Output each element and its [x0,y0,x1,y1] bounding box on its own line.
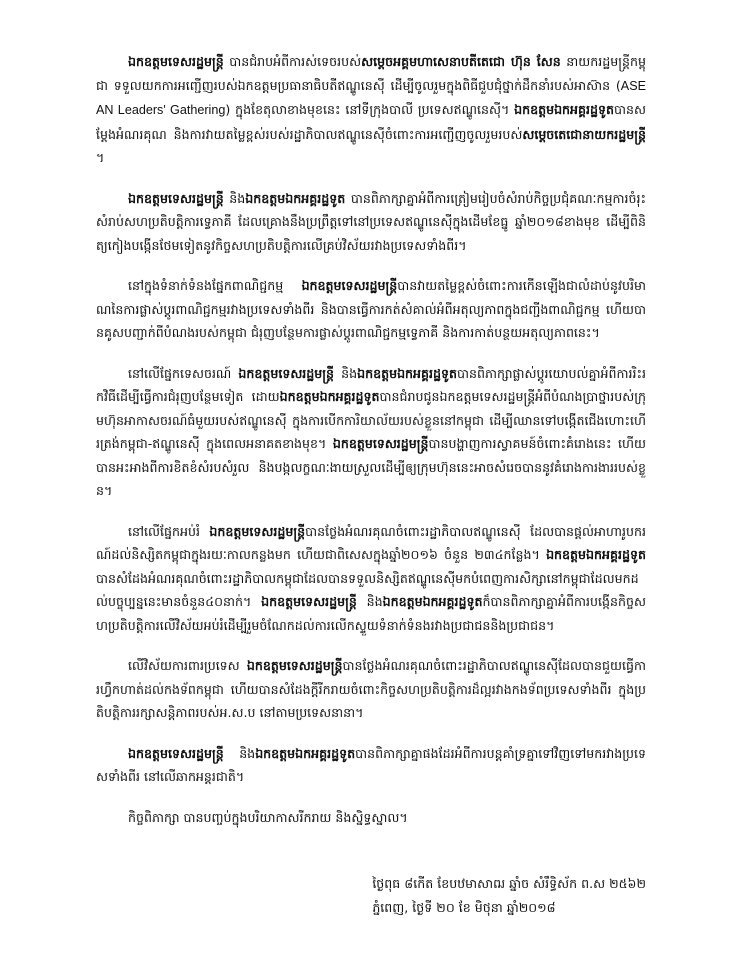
text-run: និង [356,594,383,609]
signature-block [372,872,646,919]
paragraph-leaders-gathering [96,50,646,170]
text-run: បានជំរាបអំពីការស់ទេចរបស់ [223,54,362,69]
bold-text-run: ឯកឧត្តមឯកអគ្គរដ្ឋទូត [279,389,380,404]
text-run: និង [223,745,256,761]
text-run: ASEAN Leaders' Gathering [96,78,646,117]
text-run: នាយករដ្ឋមន្ត្រីកម្ពុជា ទទួលយកការអញ្ជើញរបស់ឯកឧត្តមប្រធានាធិបតីឥណ្ឌូនេស៊ី ដើម្បីចូលរួមក្នុងពិធីជួបជុំថ្នាក់ដឹកនាំរបស់អាស៊ាន ( [96,54,646,93]
text-run: បានសំដែងអំណរគុណចំពោះរដ្ឋាភិបាលកម្ពុជាដែលបានទទួលនិស្សិតឥណ្ឌូនេស៊ីមកបំពេញការសិក្សានៅកម្ពុជាដែលមកដល់បច្ចុប្បន្ននេះមានចំនួន៤០នាក់។ [96,570,639,609]
paragraph-tourism [96,362,646,503]
bold-text-run: ឯកឧត្តមទេសរដ្ឋមន្ត្រី [261,594,357,609]
text-run: កិច្ចពិភាក្សា បានបញ្ចប់ក្នុងបរិយាកាសរីករាយ និងស្និទ្ធស្នាល។ [128,809,408,825]
paragraph-closing [96,806,646,830]
text-run: បានវាយតម្លៃខ្ពស់ចំពោះការកើនឡើងជាលំដាប់នូវបរិមាណនៃការផ្លាស់ប្តូរពាណិជ្ជកម្មរវាងប្រទេសទាំងពីរ និងបានធ្វើការកត់សំគាល់អំពីអតុល្យភាពក្នុងជញ្ជីងពាណិជ្ជកម្ម ហើយបានគូសបញ្ជាក់ពីបំណងរបស់កម្ពុជា ជំរុញបន្ថែមការផ្លាស់ប្តូរពាណិជ្ជកម្មទ្វេភាគី និងការកាត់បន្ថយអតុល្យភាពនេះ។ [96,278,646,340]
bold-text-run: ឯកឧត្តមឯកអគ្គរដ្ឋទូត [255,745,356,761]
bold-text-run: ឯកឧត្តមទេសរដ្ឋមន្ត្រី [332,436,429,451]
bold-text-run: ឯកឧត្តមឯកអគ្គរដ្ឋទូត [382,594,483,609]
bold-text-run: ឯកឧត្តមឯកអគ្គរដ្ឋទូត [546,547,646,562]
paragraph-international-support [96,742,646,789]
bold-text-run: ឯកឧត្តមទេសរដ្ឋមន្ត្រី [209,523,306,539]
text-run: បានជំរាបជូនឯកឧត្តមទេសរដ្ឋមន្ត្រីអំពីបំណងប្រាថ្នារបស់ក្រុមហ៊ុនអាកាសចរណ៍ធំមួយរបស់ឥណ្ឌូនេស៊ី ក្នុងការបើកការិយាល័យរបស់ខ្លួននៅកម្ពុជា ដើម្បីឈានទៅបង្កើតជើងហោះហើរត្រង់កម្ពុជា-ឥណ្ឌូនេស៊ី ក្នុងពេលអនាគតខាងមុខ។ [96,389,646,451]
bold-text-run: ឯកឧត្តមទេសរដ្ឋមន្ត្រី [301,278,398,293]
text-run: បានពិភាក្សាផ្លាស់ប្តូរយោបល់គ្នាអំពីការរិះរកវិធីដើម្បីធ្វើការជំរុញបន្ថែមទៀត ដោយ [96,365,646,404]
text-run: បានពិភាក្សាគ្នាអំពីការត្រៀមរៀបចំសំរាប់កិច្ចប្រជុំគណៈកម្មការចំរុះសំរាប់សហប្រតិបត្តិការទ្វេភាគី ដែលគ្រោងនឹងប្រព្រឹត្តទៅនៅប្រទេសឥណ្ឌូនេស៊ីក្នុងដើមខែធ្នូ ឆ្នាំ២០១៨ខាងមុខ ដើម្បីពិនិត្យកៀងបង្កើនថែមទៀតនូវកិច្ចសហប្រតិបត្តិការលើគ្រប់វិស័យរវាងប្រទេសទាំងពីរ។ [96,190,646,253]
paragraph-defense [96,654,646,725]
solar-date: ភ្នំពេញ, ថ្ងៃទី ២០ ខែ មិថុនា ឆ្នាំ២០១៨ [372,899,556,915]
bold-text-run: ឯកឧត្តមទេសរដ្ឋមន្ត្រី [128,745,224,761]
text-run: ) ក្នុងខែតុលាខាងមុខនេះ នៅទីក្រុងបាលី ប្រទេសឥណ្ឌូនេស៊ី។ [225,102,515,117]
paragraph-trade [96,274,646,345]
text-run: នៅលើផ្នែកអប់រំ [128,523,210,539]
text-run: នៅក្នុងទំនាក់ទំនងផ្នែកពាណិជ្ជកម្ម [128,278,302,293]
bold-text-run: ឯកឧត្តមឯកអគ្គរដ្ឋទូត [245,190,346,206]
text-run: បានបង្ហាញការស្វាគមន៍ចំពោះគំរោងនេះ ហើយបានអះអាងពីការខិតខំសំរបសំរួល និងបង្កលក្ខណៈងាយស្រួលដើម្បីឲ្យក្រុមហ៊ុននេះអាចសំរេចបាននូវគំរោងការងាររបស់ខ្លួន។ [96,436,646,498]
bold-text-run: ឯកឧត្តមឯកអគ្គរដ្ឋទូត [357,365,458,381]
text-run: ។ [96,150,105,165]
paragraph-joint-commission [96,187,646,258]
bold-text-run: ឯកឧត្តមឯកអគ្គរដ្ឋទូត [514,102,615,117]
bold-text-run: សម្តេចតេជោនាយករដ្ឋមន្ត្រី [522,126,646,142]
text-run: បានថ្លែងអំណរគុណចំពោះរដ្ឋាភិបាលឥណ្ឌូនេស៊ីដែលបានជួយធ្វើការហ្វឹកហាត់ដល់កងទ័ពកម្ពុជា ហើយបានសំដែងក្តីរីករាយចំពោះកិច្ចសហប្រតិបត្តិការដ៏ល្អរវាងកងទ័ពប្រទេសទាំងពីរ ក្នុងប្រតិបត្តិការរក្សាសន្តិភាពរបស់អ.ស.ប នៅតាមប្រទេសនានា។ [96,658,646,720]
bold-text-run: ឯកឧត្តមទេសរដ្ឋមន្ត្រី [128,54,224,69]
text-run: នៅលើផ្នែកទេសចរណ៍ [128,365,239,381]
bold-text-run: សម្តេចអគ្គមហាសេនាបតីតេជោ ហ៊ុន សែន [361,54,561,69]
text-run: លើវិស័យការពារប្រទេស [128,658,247,673]
bold-text-run: ឯកឧត្តមទេសរដ្ឋមន្ត្រី [246,658,343,673]
document-body [96,50,646,829]
lunar-date: ថ្ងៃពុធ ៨កើត ខែបឋមាសាឍ ឆ្នាំច សំរឹទ្ធិស័ក ព.ស ២៥៦២ [372,876,646,891]
text-run: ក៏បានពិភាក្សាគ្នាអំពីការបង្កើនកិច្ចសហប្រតិបត្តិការលើវិស័យអប់រំដើម្បីរួមចំណែកដល់ការលើកស្ទួយទំនាក់ទំនងរវាងប្រជាជននិងប្រជាជន។ [96,594,646,633]
bold-text-run: ឯកឧត្តមទេសរដ្ឋមន្ត្រី [238,365,335,381]
text-run: និង [223,190,246,206]
paragraph-education [96,520,646,638]
text-run: បានថ្លែងអំណរគុណចំពោះរដ្ឋាភិបាលឥណ្ឌូនេស៊ី ដែលបានផ្តល់អាហារូបករណ៍ដល់និស្សិតកម្ពុជាក្នុងរយៈកាលកន្លងមក ហើយជាពិសេសក្នុងឆ្នាំ២០១៦ ចំនួន ២៣៤កន្លែង។ [96,523,646,562]
bold-text-run: ឯកឧត្តមទេសរដ្ឋមន្ត្រី [128,190,224,206]
text-run: បានសម្តែងអំណរគុណ និងការវាយតម្លៃខ្ពស់របស់រដ្ឋាភិបាលឥណ្ឌូនេស៊ីចំពោះការអញ្ជើញចូលរួមរបស់ [96,102,647,142]
text-run: បានពិភាក្សាគ្នាផងដែរអំពីការបន្តគាំទ្រគ្នាទៅវិញទៅមករវាងប្រទេសទាំងពីរ នៅលើឆាកអន្តរជាតិ។ [96,745,646,784]
text-run: និង [334,365,358,381]
